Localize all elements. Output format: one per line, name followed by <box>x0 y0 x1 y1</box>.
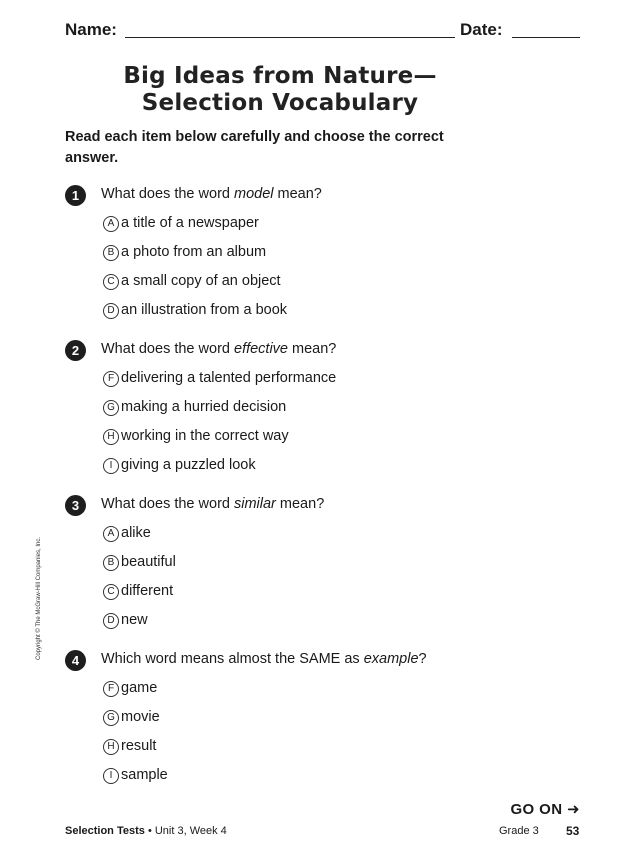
answer-bubble[interactable]: H <box>103 429 119 445</box>
answer-bubble[interactable]: B <box>103 555 119 571</box>
question-number: 2 <box>65 340 86 361</box>
answer-option[interactable]: C a small copy of an object <box>103 273 281 293</box>
answer-bubble[interactable]: G <box>103 400 119 416</box>
answer-bubble[interactable]: A <box>103 526 119 542</box>
answer-option[interactable]: C different <box>103 583 173 603</box>
question-number: 4 <box>65 650 86 671</box>
answer-bubble[interactable]: D <box>103 613 119 629</box>
answer-bubble[interactable]: C <box>103 274 119 290</box>
page-number: 53 <box>566 824 580 838</box>
question-text: What does the word effective mean? <box>101 341 337 357</box>
answer-bubble[interactable]: F <box>103 371 119 387</box>
answer-bubble[interactable]: I <box>103 458 119 474</box>
answer-option[interactable]: G making a hurried decision <box>103 399 286 419</box>
answer-option[interactable]: D new <box>103 612 148 632</box>
date-field[interactable] <box>512 37 580 38</box>
question-text: Which word means almost the SAME as example? <box>101 651 427 667</box>
answer-bubble[interactable]: I <box>103 768 119 784</box>
page-title: Big Ideas from Nature—Selection Vocabulary <box>123 63 437 116</box>
name-label: Name: <box>65 20 117 39</box>
question-number: 1 <box>65 185 86 206</box>
go-on-label: GO ON ➜ <box>510 801 580 818</box>
answer-bubble[interactable]: C <box>103 584 119 600</box>
answer-option[interactable]: B beautiful <box>103 554 176 574</box>
answer-option[interactable]: F game <box>103 680 157 700</box>
instructions: Read each item below carefully and choose the correct answer. <box>65 129 444 166</box>
name-field[interactable] <box>125 37 455 38</box>
question-number: 3 <box>65 495 86 516</box>
copyright-notice: Copyright © The McGraw-Hill Companies, Inc. <box>36 536 42 660</box>
answer-bubble[interactable]: A <box>103 216 119 232</box>
answer-option[interactable]: I giving a puzzled look <box>103 457 256 477</box>
answer-option[interactable]: A alike <box>103 525 151 545</box>
answer-option[interactable]: A a title of a newspaper <box>103 215 259 235</box>
header <box>65 20 580 42</box>
date-label: Date: <box>460 20 503 39</box>
question-text: What does the word similar mean? <box>101 496 325 512</box>
answer-option[interactable]: H working in the correct way <box>103 428 289 448</box>
question-text: What does the word model mean? <box>101 186 322 202</box>
answer-option[interactable]: D an illustration from a book <box>103 302 287 322</box>
answer-bubble[interactable]: B <box>103 245 119 261</box>
footer-grade: Grade 3 <box>499 825 539 837</box>
answer-bubble[interactable]: H <box>103 739 119 755</box>
answer-bubble[interactable]: D <box>103 303 119 319</box>
answer-option[interactable]: I sample <box>103 767 168 787</box>
answer-option[interactable]: H result <box>103 738 156 758</box>
footer-series: Selection Tests • Unit 3, Week 4 <box>65 825 227 837</box>
answer-option[interactable]: B a photo from an album <box>103 244 266 264</box>
answer-option[interactable]: G movie <box>103 709 160 729</box>
answer-bubble[interactable]: G <box>103 710 119 726</box>
answer-bubble[interactable]: F <box>103 681 119 697</box>
answer-option[interactable]: F delivering a talented performance <box>103 370 336 390</box>
